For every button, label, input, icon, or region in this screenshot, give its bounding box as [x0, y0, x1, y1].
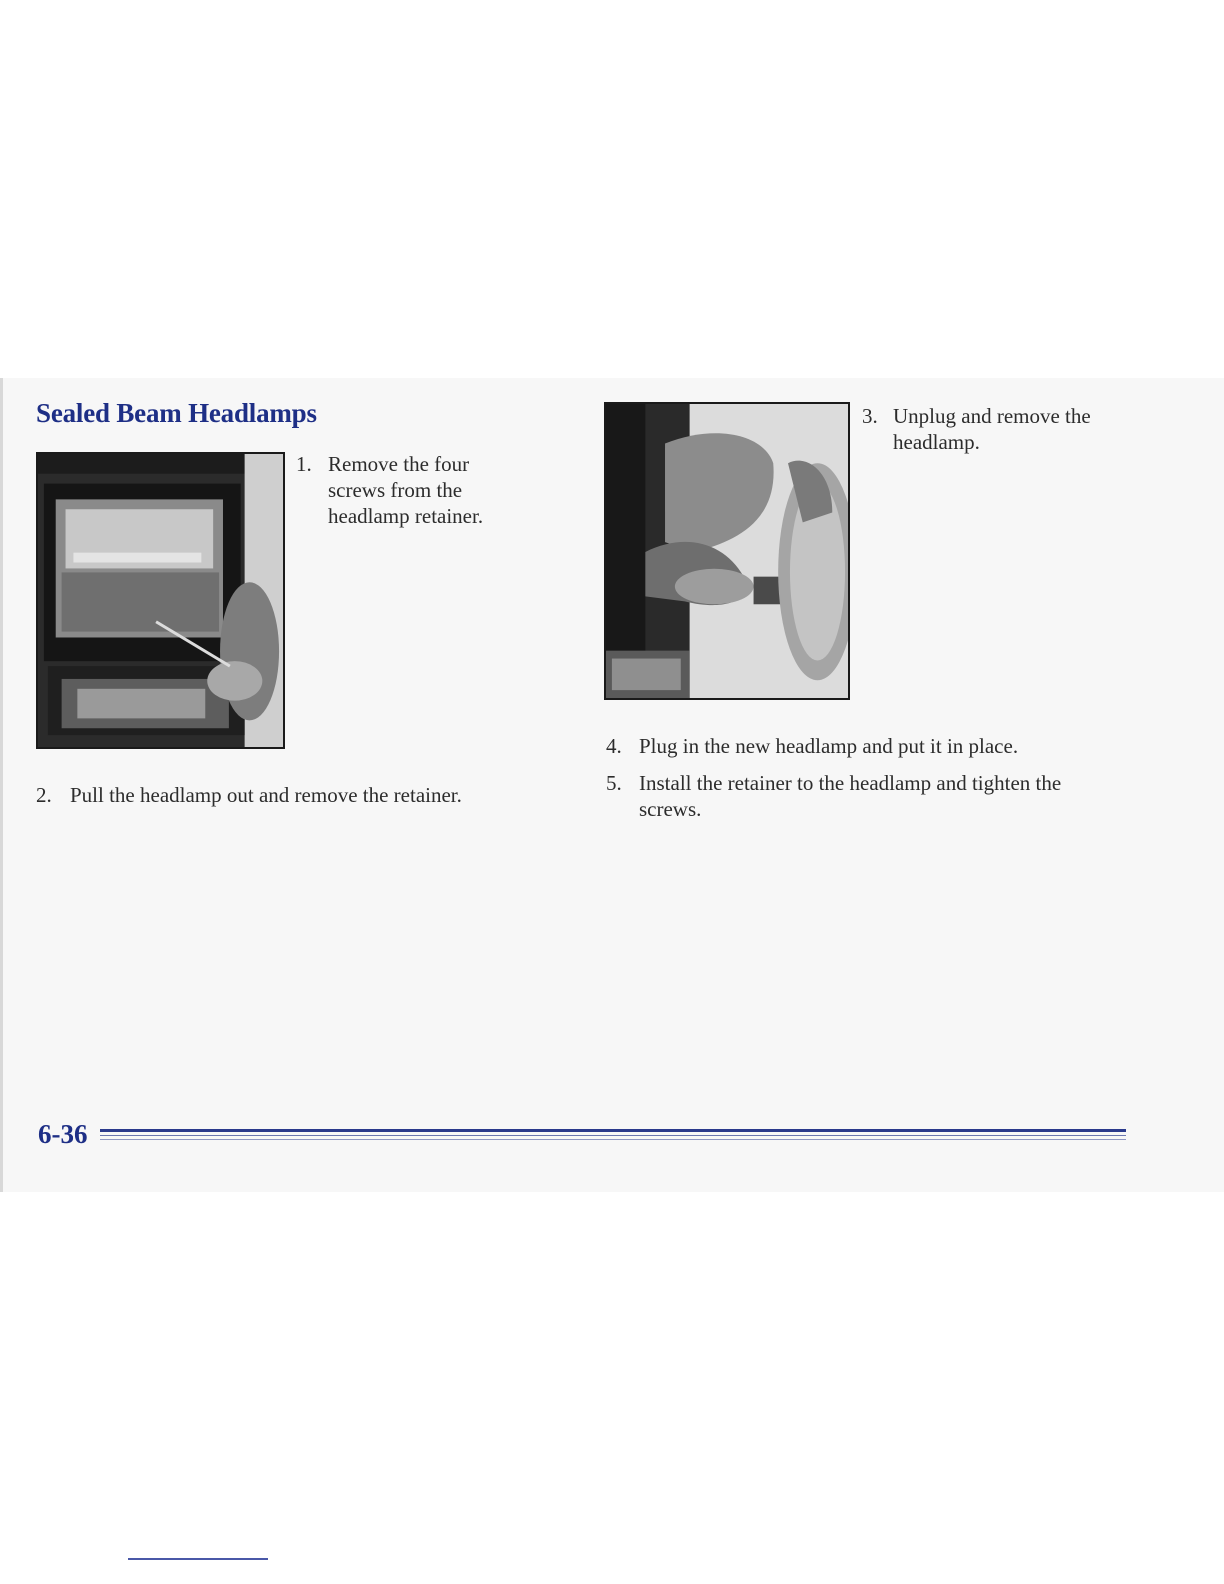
photo-unplug-headlamp — [604, 402, 850, 700]
step-5-text: Install the retainer to the headlamp and tighten the screws. — [639, 771, 1062, 821]
photo-headlamp-retainer-screws-illustration — [38, 454, 283, 747]
footer-rule-line-1 — [100, 1129, 1126, 1132]
step-4-number: 4. — [606, 734, 622, 758]
step-1-number: 1. — [296, 452, 312, 476]
step-4-text: Plug in the new headlamp and put it in place. — [639, 734, 1019, 758]
bottom-edge-mark — [128, 1558, 268, 1560]
step-5 — [606, 770, 1106, 822]
section-title: Sealed Beam Headlamps — [36, 398, 317, 428]
step-3-text: Unplug and remove the headlamp. — [893, 404, 1091, 454]
step-1 — [296, 451, 516, 529]
step-5-number: 5. — [606, 771, 622, 795]
step-2 — [36, 782, 556, 808]
footer-rule — [100, 1129, 1126, 1143]
photo-headlamp-retainer-screws — [36, 452, 285, 749]
step-2-number: 2. — [36, 783, 52, 807]
photo-unplug-headlamp-illustration — [606, 404, 848, 698]
footer-rule-line-2 — [100, 1135, 1126, 1136]
step-3 — [862, 403, 1102, 455]
footer-rule-line-3 — [100, 1139, 1126, 1140]
step-4 — [606, 733, 1106, 759]
step-3-number: 3. — [862, 404, 878, 428]
step-2-text: Pull the headlamp out and remove the retainer. — [70, 783, 462, 807]
page-number: 6-36 — [38, 1119, 88, 1149]
page-left-edge — [0, 378, 3, 1192]
step-1-text: Remove the four screws from the headlamp retainer. — [328, 452, 484, 528]
